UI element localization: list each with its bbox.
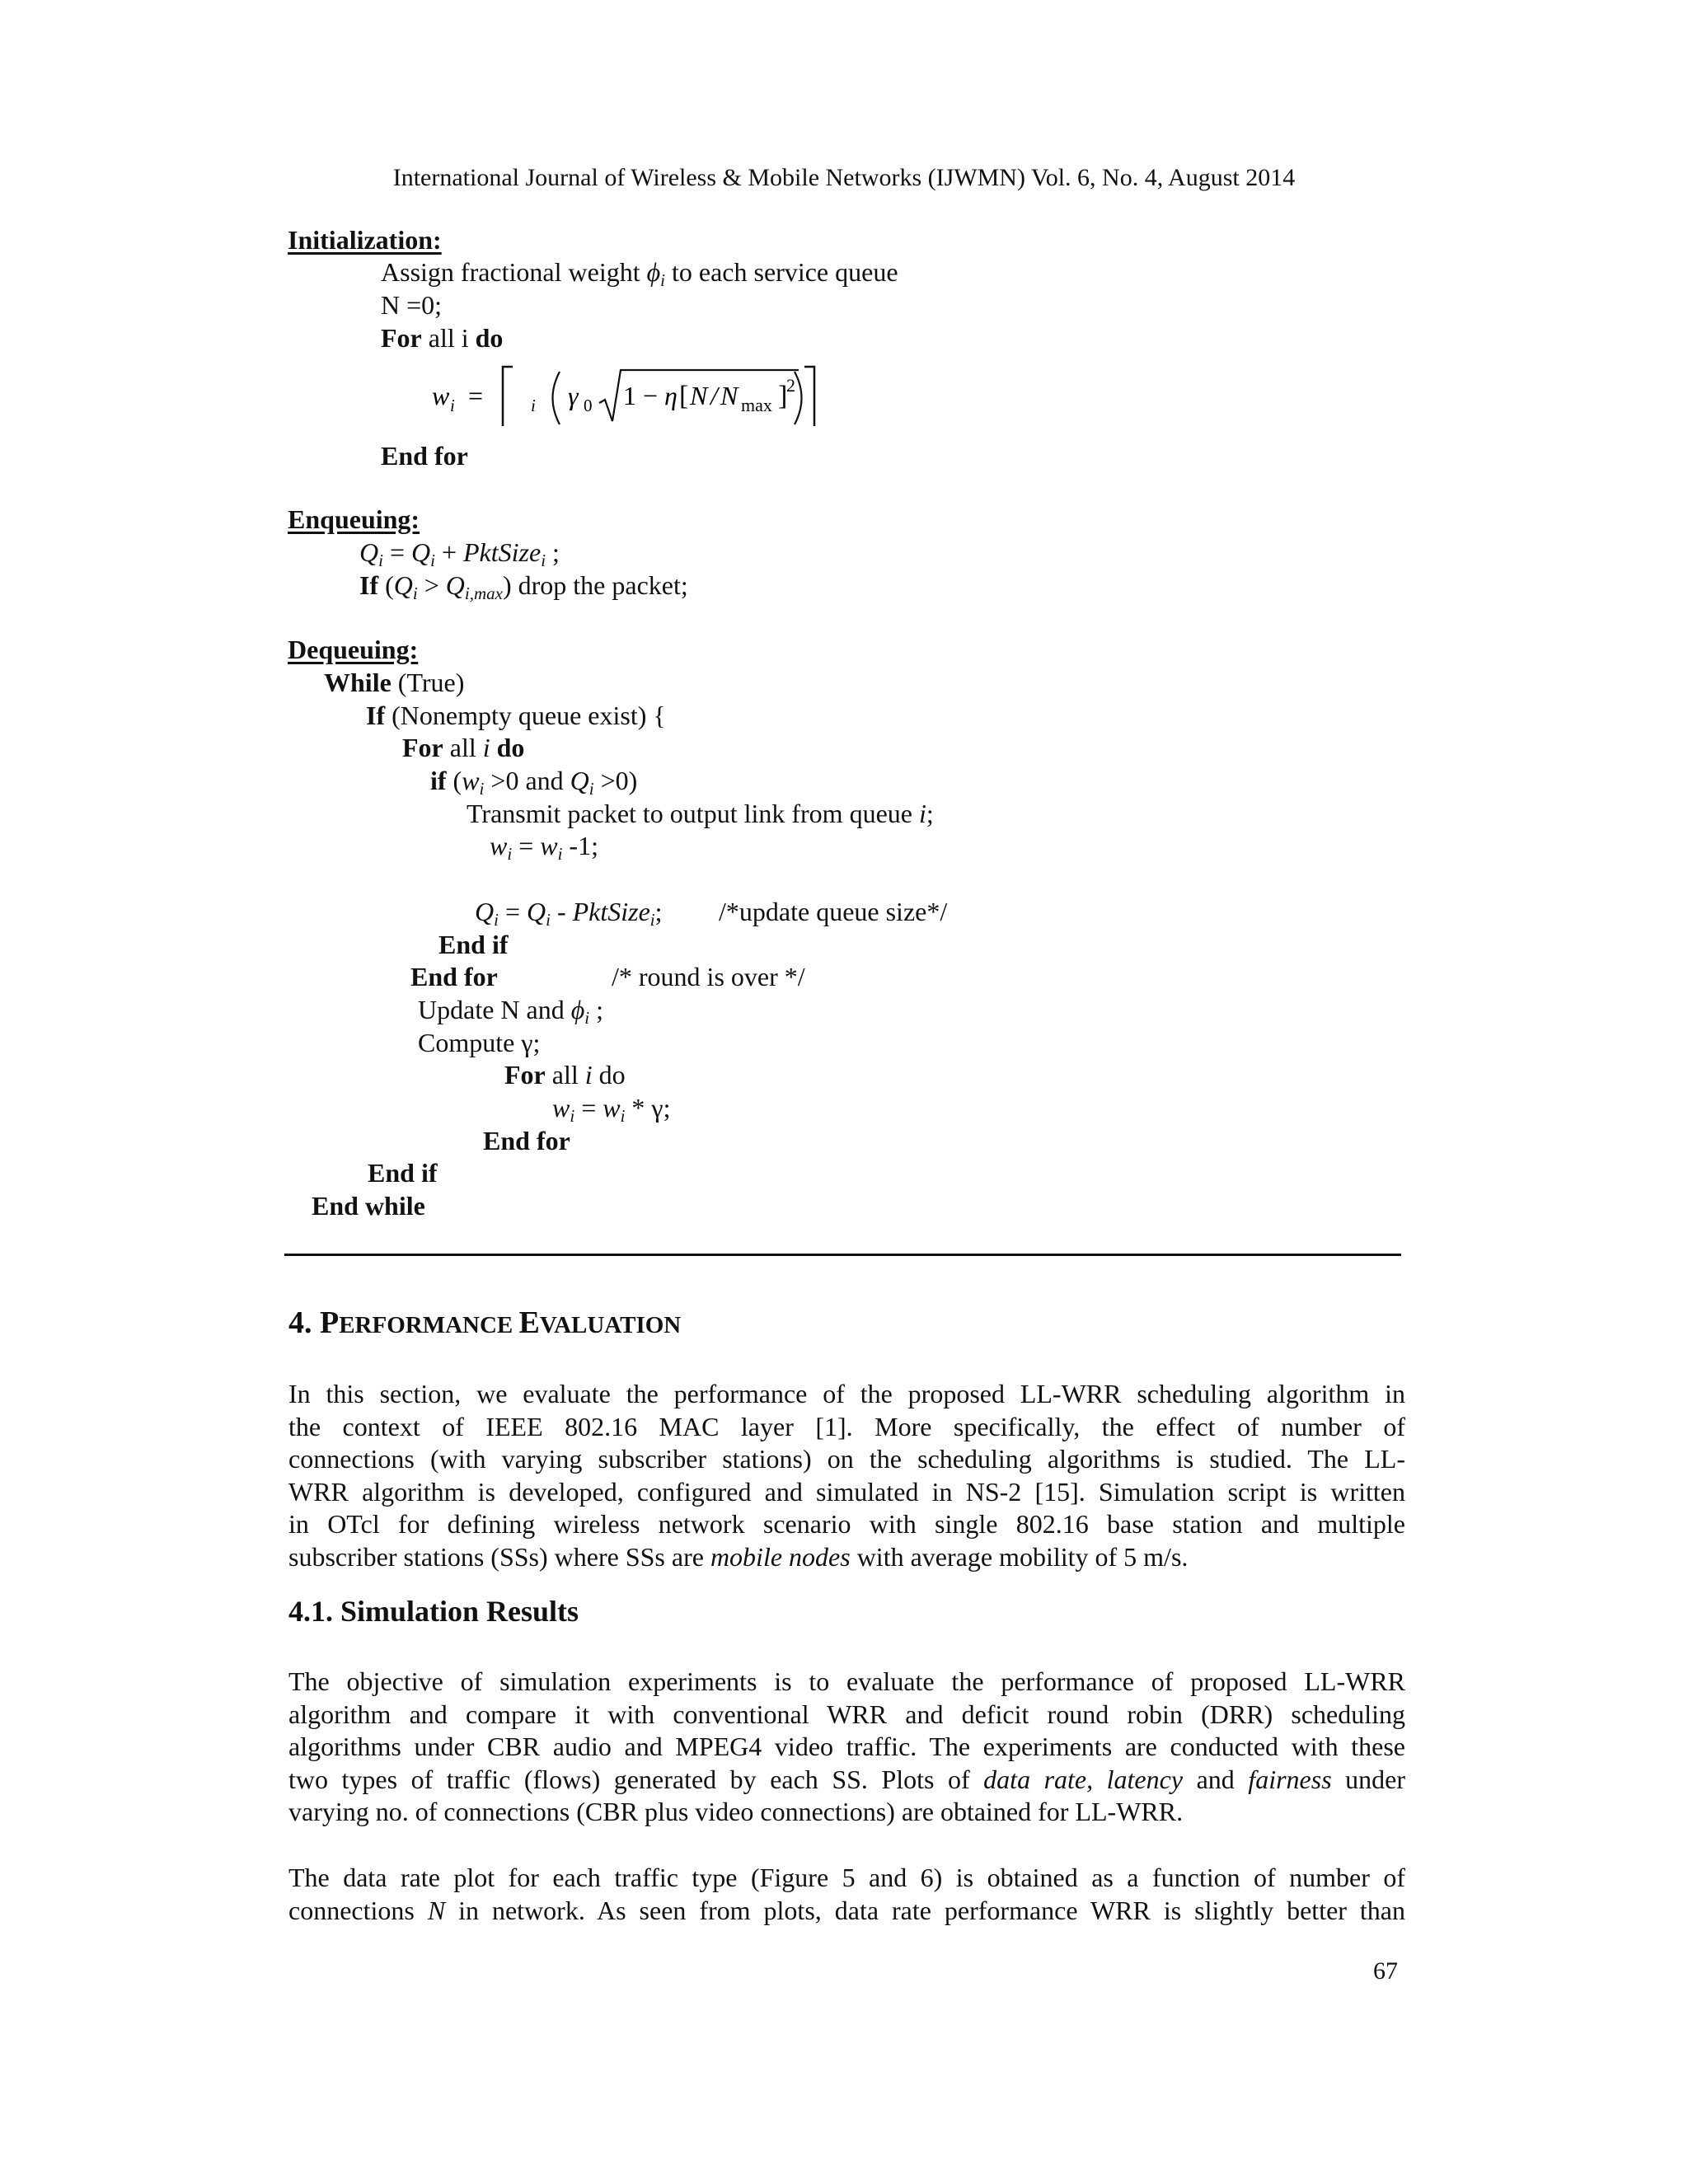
formula-right-paren — [795, 372, 802, 424]
outer-end-if: End if — [368, 1158, 438, 1188]
comment-update-queue: /*update queue size*/ — [719, 897, 948, 926]
simulation-paragraph-1: The objective of simulation experiments is to evaluate the performance of proposed LL-WRR algorithm and compare it with conventional WRR and deficit round robin (DRR) scheduling algorithms under CBR audio and MPEG4 video traffic. The experiments are conducted with these two types of traffic (flows) generated by each SS. Plots of data rate, latency and fairness under varying no. of connections (CBR plus video connections) are obtained for LL-WRR. — [288, 1666, 1406, 1827]
formula-gamma-sub: 0 — [584, 396, 593, 415]
formula-rbracket: ] — [778, 381, 788, 411]
formula-slash: / — [710, 381, 718, 410]
page-number: 67 — [1373, 1957, 1398, 1985]
queue-size-update-line: $Q_i = Q_i$ - PktSize$_i$; — [475, 897, 663, 930]
formula-lbracket: [ — [679, 381, 689, 411]
formula-right-ceiling — [804, 367, 814, 426]
enqueue-drop-line: If $(Q_i > Q_{i,max})$ drop the packet; — [359, 570, 688, 603]
comment-round-over: /* round is over */ — [612, 962, 805, 991]
section-4-paragraph: In this section, we evaluate the performance of the proposed LL-WRR scheduling algorithm in the context of IEEE 802.16 MAC layer [1]. More specifically, the effect of number of connections (with varying subscriber stations) on the scheduling algorithms is studied. The LL- WRR algorithm is developed, configured and simulated in NS-2 [15]. Simulation script is written in OTcl for defining wireless network scenario with single 802.16 base station and multiple subscriber stations (SSs) where SSs are mobile nodes with average mobility of 5 m/s. — [288, 1379, 1405, 1572]
deq-for-line: For all i do — [402, 733, 525, 762]
init-assign-line: Assign fractional weight $\phi_i$ to each service queue — [381, 257, 898, 290]
scale-weight-line: $w_i = w_i * \gamma$; — [552, 1093, 671, 1126]
transmit-line: Transmit packet to output link from queue i; — [467, 799, 934, 828]
formula-square: 2 — [786, 375, 795, 396]
formula-w-sub: i — [450, 396, 455, 415]
formula-w: w — [432, 381, 450, 410]
enqueue-update-line: $Q_i = Q_i$ + PktSize$_i$ ; — [359, 537, 560, 570]
formula-N: N — [690, 381, 708, 410]
formula-equals: = — [468, 381, 484, 410]
simulation-paragraph-2: The data rate plot for each traffic type (Figure 5 and 6) is obtained as a function of number of connections N in network. As seen from plots, data rate performance WRR is slightly better than — [288, 1863, 1406, 1925]
formula-left-ceiling — [503, 367, 513, 426]
init-n-line: N =0; — [381, 290, 443, 320]
formula-max-sub: max — [741, 395, 772, 415]
algorithm-divider — [284, 1254, 1401, 1256]
gamma-for-line: For all i do — [504, 1060, 626, 1090]
initialization-heading: Initialization: — [288, 225, 442, 255]
section-4-title: 4. PERFORMANCE EVALUATION — [288, 1305, 682, 1340]
compute-gamma-line: Compute γ; — [418, 1028, 541, 1057]
weight-formula — [432, 355, 844, 438]
gamma-end-for: End for — [483, 1126, 570, 1155]
init-end-for: End for — [381, 441, 468, 471]
section-4-1-title: 4.1. Simulation Results — [288, 1595, 579, 1628]
while-line: While (True) — [324, 668, 465, 697]
decrement-weight-line: $w_i = w_i$ -1; — [490, 831, 598, 864]
init-for-line: For all i do — [381, 323, 504, 353]
journal-header: International Journal of Wireless & Mobile Networks (IJWMN) Vol. 6, No. 4, August 2014 — [392, 164, 1296, 191]
if-nonempty-line: If (Nonempty queue exist) { — [366, 701, 666, 730]
formula-phi-sub: i — [531, 396, 536, 415]
dequeuing-heading: Dequeuing: — [288, 635, 419, 664]
update-n-phi-line: Update N and $\phi_i$ ; — [418, 995, 604, 1028]
formula-eta: η — [664, 381, 678, 410]
deq-end-if: End if — [438, 930, 509, 959]
enqueuing-heading: Enqueuing: — [288, 504, 420, 534]
end-while: End while — [312, 1191, 425, 1221]
deq-if-cond-line: if ($w_i >0$ and $Q_i >0$) — [430, 766, 638, 799]
formula-left-paren — [553, 372, 560, 424]
formula-one-minus: 1 − — [623, 381, 659, 410]
formula-gamma: γ — [568, 381, 579, 410]
formula-Nmax: N — [720, 381, 738, 410]
deq-end-for: End for — [410, 962, 498, 991]
